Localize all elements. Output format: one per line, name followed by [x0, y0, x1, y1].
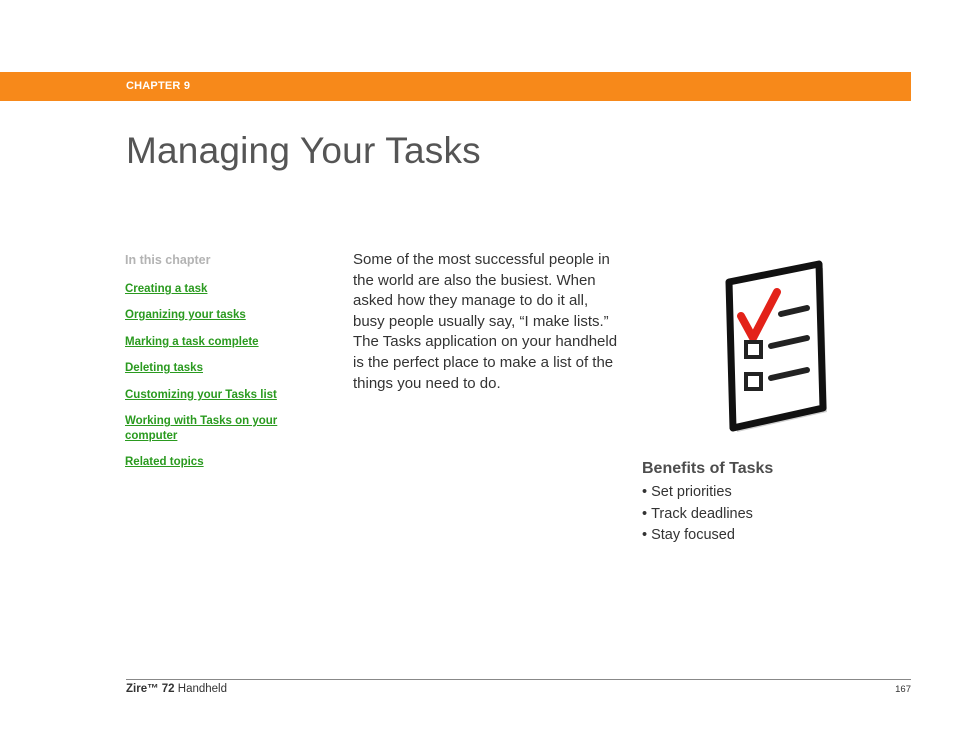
benefit-item: • Track deadlines: [642, 504, 753, 526]
benefits-title: Benefits of Tasks: [642, 460, 774, 477]
toc-link-creating-a-task[interactable]: Creating a task: [125, 283, 208, 295]
toc-link-customizing-your-tasks-list[interactable]: Customizing your Tasks list: [125, 389, 277, 401]
toc-link-organizing-your-tasks[interactable]: Organizing your tasks: [125, 309, 246, 321]
tasks-checklist-icon: [715, 252, 833, 437]
footer-product: [126, 683, 227, 695]
benefit-item: • Stay focused: [642, 525, 753, 547]
toc-link-marking-a-task-complete[interactable]: Marking a task complete: [125, 336, 259, 348]
toc-link-deleting-tasks[interactable]: Deleting tasks: [125, 362, 203, 374]
page-number: 167: [895, 684, 911, 695]
page-title: Managing Your Tasks: [126, 130, 481, 171]
toc-link-working-with-tasks-on-your-computer[interactable]: Working with Tasks on your computer: [125, 415, 278, 442]
footer-product-suffix: Handheld: [174, 683, 228, 695]
toc-link-related-topics[interactable]: Related topics: [125, 456, 204, 468]
benefit-item: • Set priorities: [642, 482, 753, 504]
chapter-header-bar: [0, 72, 911, 101]
footer-divider: [126, 679, 911, 680]
chapter-label: CHAPTER 9: [126, 80, 191, 92]
benefits-list: [642, 482, 753, 547]
toc-heading: In this chapter: [125, 253, 211, 267]
footer-product-name: Zire™ 72: [126, 683, 175, 695]
intro-paragraph: Some of the most successful people in the world are also the busiest. When asked how they manage to do it all, busy people usually say, “I make lists.” The Tasks application on your handheld is the perfect place to make a list of the things you need to do.: [353, 251, 618, 392]
